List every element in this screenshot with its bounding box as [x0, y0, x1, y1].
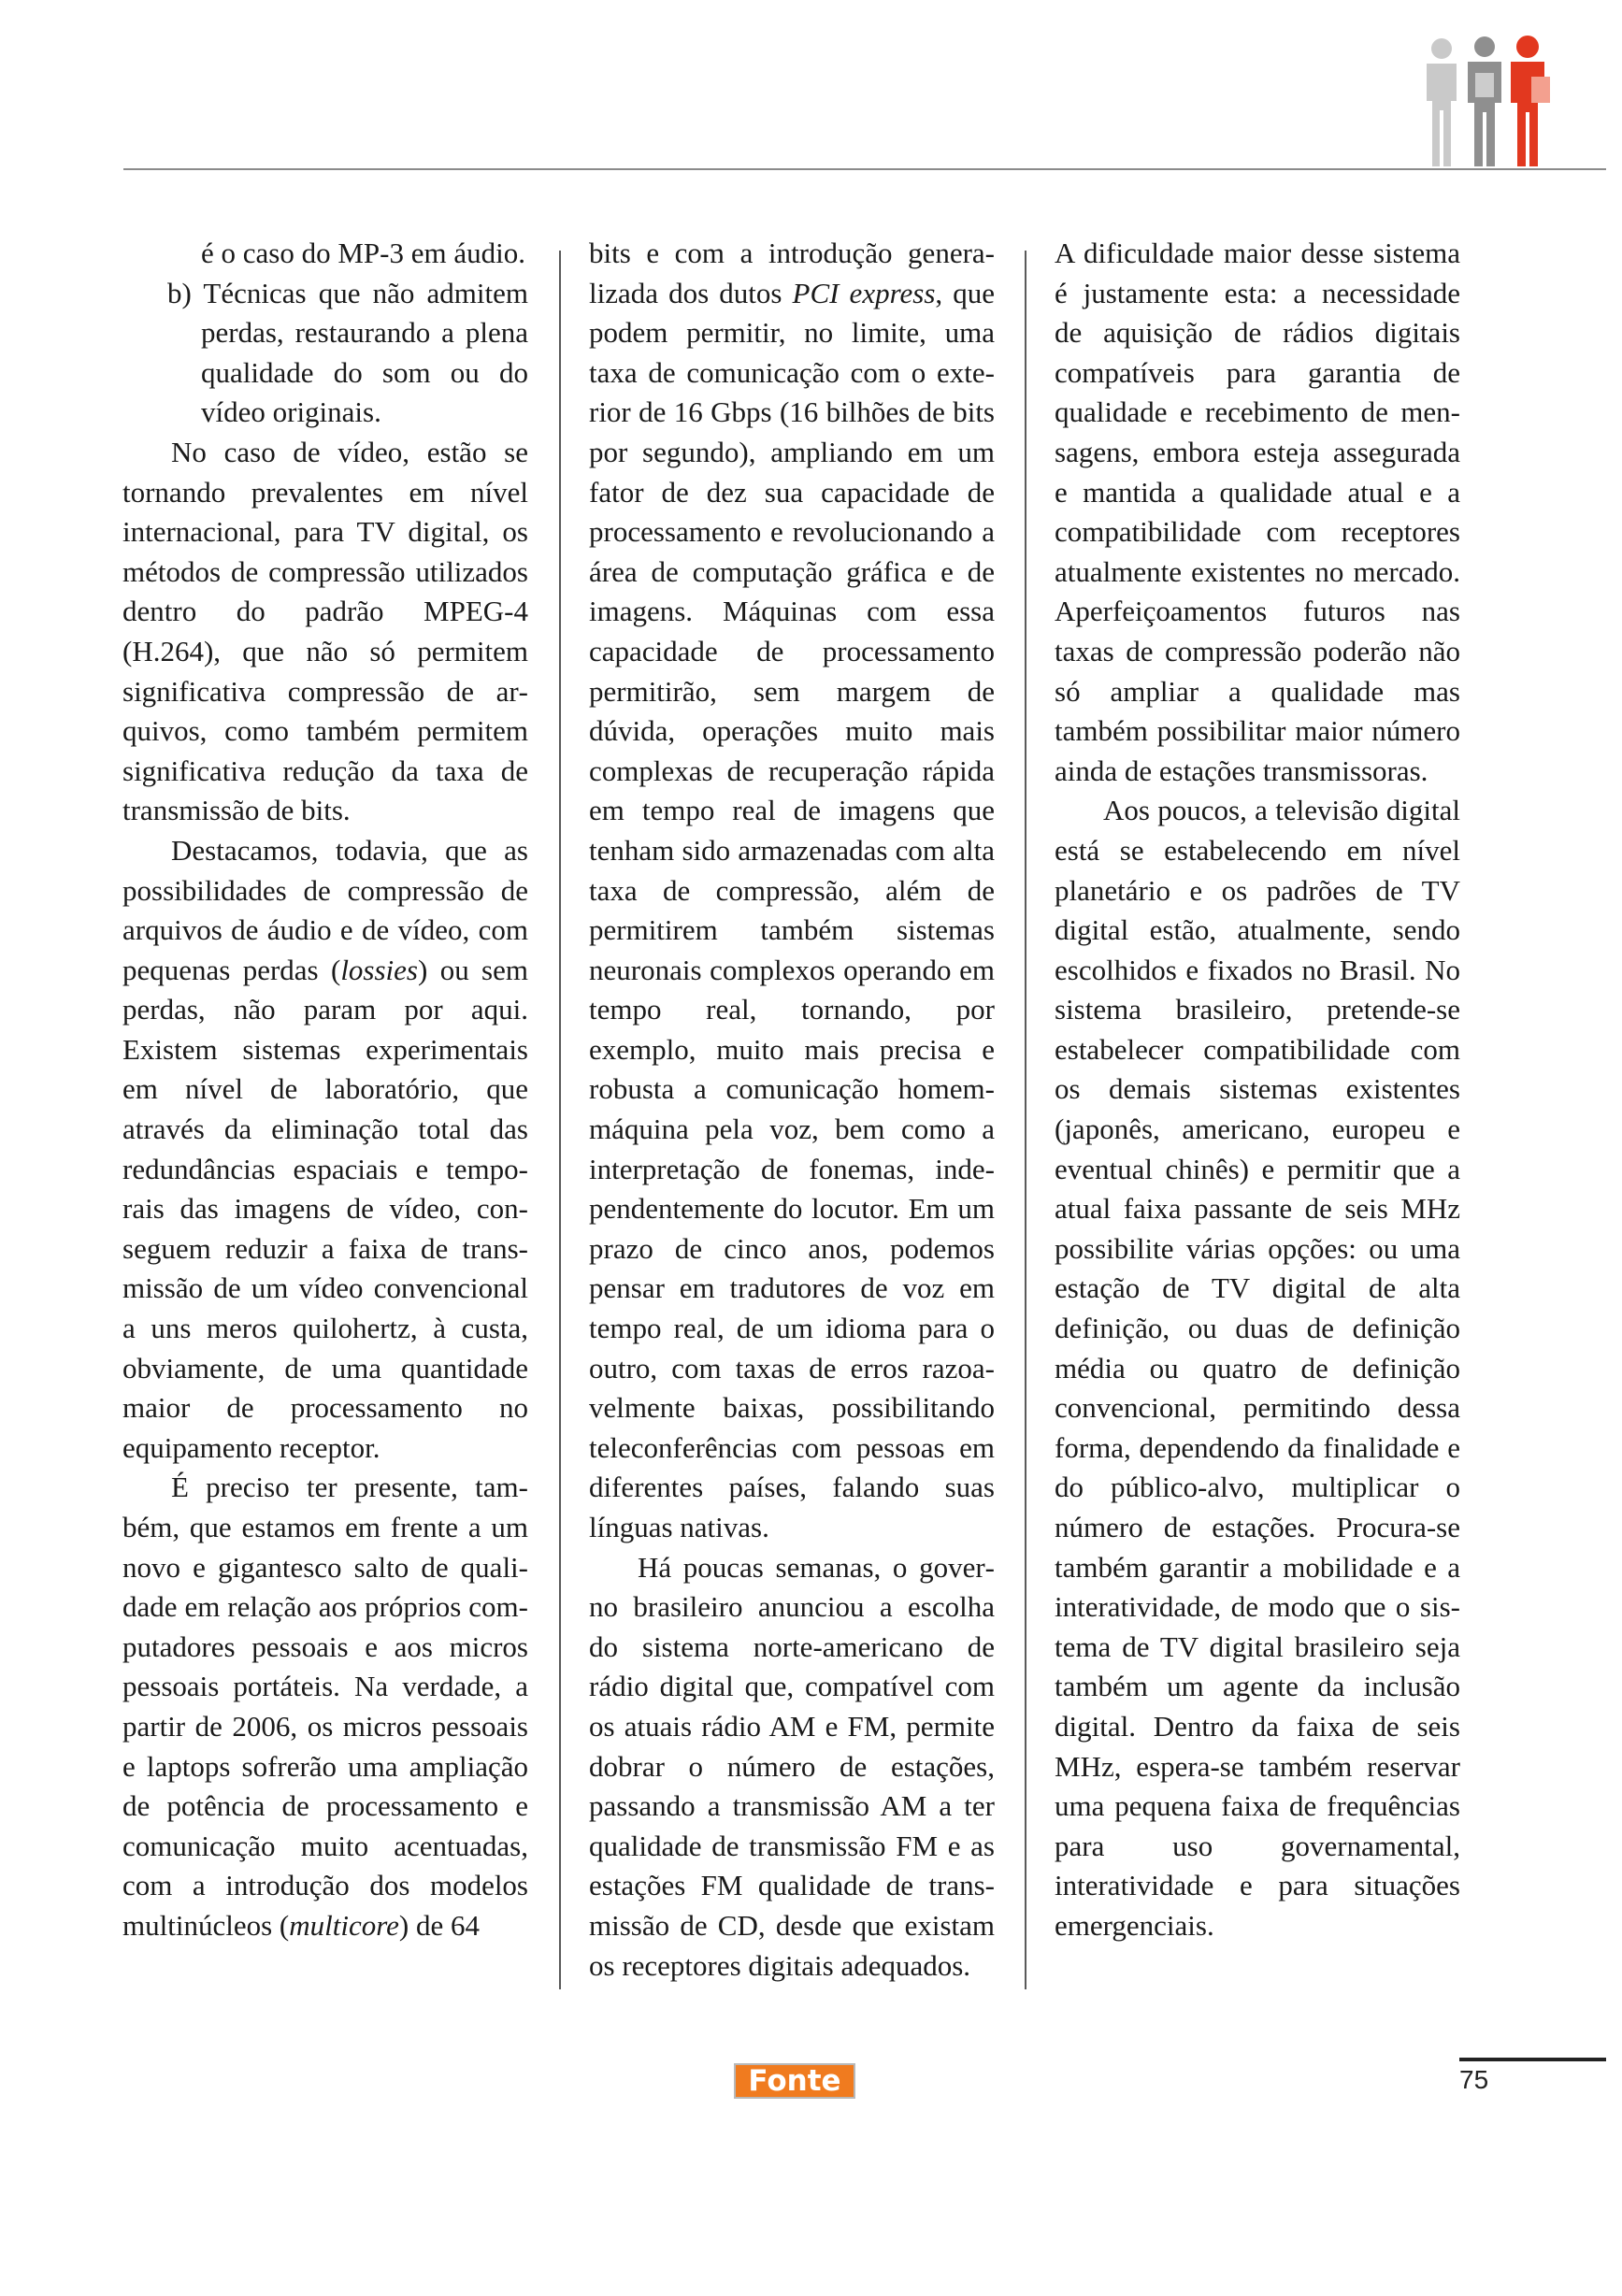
page-number: 75: [1459, 2065, 1489, 2094]
people-group-logo-icon: [1421, 36, 1557, 170]
paragraph: [122, 1468, 528, 1945]
italic-term: lossies: [340, 953, 418, 986]
list-item-b: b) Técnicas que não admitem perdas, restaurando a plena qualidade do som ou do vídeo originais.: [167, 276, 528, 429]
text-run: ) de 64: [398, 1908, 480, 1942]
footer-rule: [1459, 2058, 1606, 2061]
text-run: ) ou sem perdas, não param por aqui. Existem sistemas experimentais em nível de laboratório, que através da eliminação total das redundâncias espaciais e temporais das imagens de vídeo, conseguem reduzir a faixa de transmissão de um vídeo convencional a uns meros quilohertz, à custa, obviamente, de uma quantidade maior de processamento no equipamento receptor.: [122, 953, 528, 1464]
italic-term: multicore: [289, 1908, 399, 1942]
paragraph: [122, 831, 528, 1469]
paragraph: [589, 234, 995, 1548]
column-divider: [1025, 251, 1026, 1989]
text-column-3: [1055, 234, 1460, 2001]
paragraph: Aos poucos, a televisão digital está se estabelecendo em nível planetário e os padrões de TV digital estão, atualmente, sendo escolhidos e fixados no Brasil. No sistema brasileiro, pretende-se estabelecer compatibilidade com os demais sistemas existentes (japonês, americano, europeu e eventual chinês) e permitir que a atual faixa passante de seis MHz possibilite várias opções: ou uma estação de TV digital de alta definição, ou duas de definição média ou quatro de definição convencional, permitindo dessa forma, dependendo da finalidade e do público-alvo, multiplicar o número de estações. Procura-se também garantir a mobilidade e a interatividade, de modo que o sistema de TV digital brasileiro seja também um agente da inclusão digital. Dentro da faixa de seis MHz, espera-se também reservar uma pequena faixa de frequências para uso governamental, interatividade e para situações emergenciais.: [1055, 794, 1460, 1942]
text-column-2: [589, 234, 995, 2001]
list-item-a-continuation: é o caso do MP-3 em áudio.: [201, 237, 525, 269]
brand-label: Fonte: [748, 2063, 841, 2098]
paragraph: Há poucas semanas, o governo brasileiro anunciou a escolha do sistema norte-americano de rádio digital que, compatível com os atuais rádio AM e FM, permite dobrar o número de estações, passando a transmissão AM a ter qualidade de transmissão FM e as estações FM qualidade de transmissão de CD, desde que existam os receptores digitais adequados.: [589, 1550, 995, 1982]
text-run: Destacamos, todavia, que as possibilidades de compressão de arquivos de áudio e de vídeo, com pequenas perdas (: [122, 833, 528, 986]
column-divider: [559, 251, 561, 1989]
text-run: É preciso ter presente, também, que estamos em frente a um novo e gigantesco salto de qualidade em relação aos próprios computadores pessoais e aos micros pessoais portáteis. Na verdade, a partir de 2006, os micros pessoais e laptops sofrerão uma ampliação de potência de processamento e comunicação muito acentuadas, com a introdução dos modelos multinúcleos (: [122, 1471, 528, 1942]
paragraph: A dificuldade maior desse sistema é justamente esta: a necessidade de aquisição de rádios digitais compatíveis para garantia de qualidade e recebimento de mensagens, embora esteja assegurada e mantida a qualidade atual e a compatibilidade com receptores atualmente existentes no mercado. Aperfeiçoamentos futuros nas taxas de compressão poderão não só ampliar a qualidade mas também possibilitar maior número ainda de estações transmissoras.: [1055, 237, 1460, 787]
text-run: bits e com a introdução generalizada dos dutos: [589, 237, 995, 309]
text-run: , que podem permitir, no limite, uma taxa de comunicação com o exterior de 16 Gbps (16 bilhões de bits por segundo), ampliando em um fator de dez sua capacidade de processamento e revolucionando a área de computação gráfica e de imagens. Máquinas com essa capacidade de processamento permitirão, sem margem de dúvida, operações muito mais complexas de recuperação rápida em tempo real de imagens que tenham sido armazenadas com alta taxa de compressão, além de permitirem também sistemas neuronais complexos operando em tempo real, tornando, por exemplo, muito mais precisa e robusta a comunicação homem-máquina pela voz, bem como a interpretação de fonemas, independentemente do locutor. Em um prazo de cinco anos, podemos pensar em tradutores de voz em tempo real, de um idioma para o outro, com taxas de erros razoavelmente baixas, possibilitando teleconferências com pessoas em diferentes países, falando suas línguas nativas.: [589, 276, 995, 1543]
text-column-1: [122, 234, 528, 2001]
header-rule: [123, 168, 1606, 170]
brand-logo: [734, 2063, 855, 2099]
italic-term: PCI express: [792, 276, 936, 309]
paragraph: No caso de vídeo, estão se tornando prevalentes em nível internacional, para TV digital, os métodos de compressão utilizados dentro do padrão MPEG-4 (H.264), que não só permitem significativa compressão de arquivos, como também permitem significativa redução da taxa de transmissão de bits.: [122, 435, 528, 827]
